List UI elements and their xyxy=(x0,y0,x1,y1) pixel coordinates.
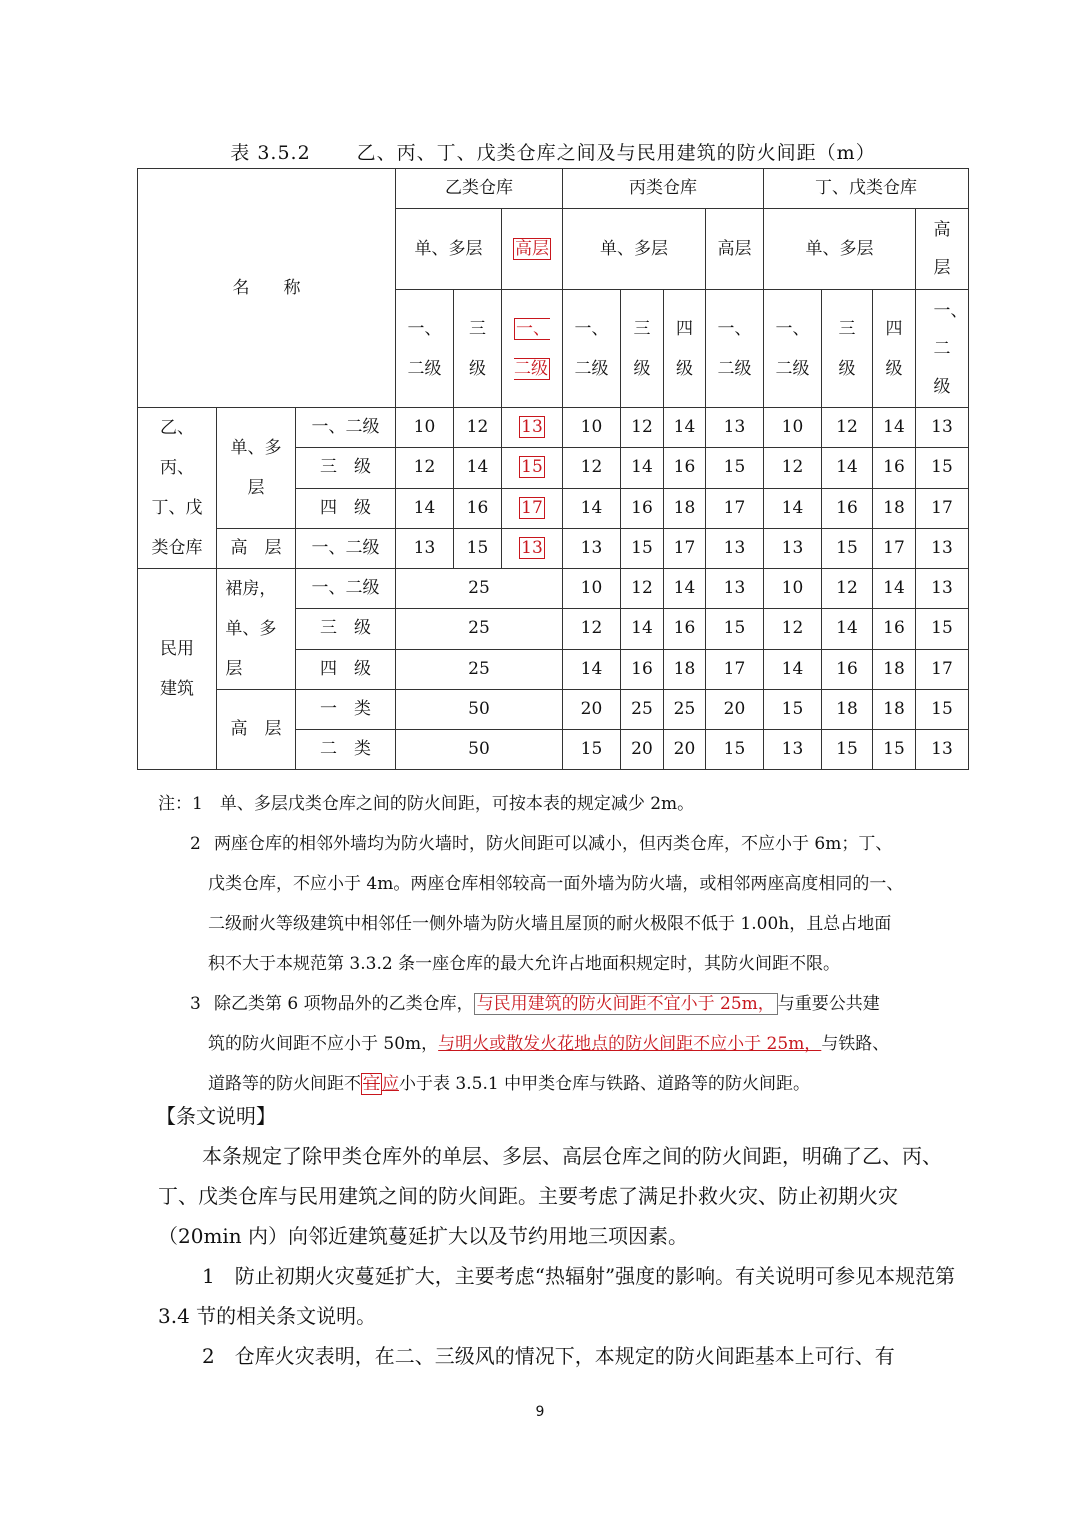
name-header-cell: 名 称 xyxy=(138,169,396,408)
cell-highlight: 13 xyxy=(502,528,563,568)
group-header: 乙类仓库 xyxy=(396,169,563,209)
cell: 15 xyxy=(706,609,764,649)
cell: 14 xyxy=(563,488,621,528)
cell: 10 xyxy=(396,408,454,448)
cell: 20 xyxy=(621,730,664,770)
row-grade: 四 级 xyxy=(296,488,396,528)
note-3-line: 道路等的防火间距不 宜 应小于表 3.5.1 中甲类仓库与铁路、道路等的防火间距。 xyxy=(208,1074,811,1094)
cell: 14 xyxy=(563,649,621,689)
cell: 14 xyxy=(873,569,916,609)
cell: 13 xyxy=(706,528,764,568)
cell: 16 xyxy=(664,609,706,649)
grade-header: 一、二级 xyxy=(764,290,822,408)
table-title: 乙、丙、丁、戊类仓库之间及与民用建筑的防火间距（m） xyxy=(356,142,876,164)
cell: 25 xyxy=(664,690,706,730)
cell: 16 xyxy=(664,448,706,488)
grade-header: 三级 xyxy=(621,290,664,408)
cell: 18 xyxy=(873,690,916,730)
cell: 17 xyxy=(916,488,969,528)
cell: 18 xyxy=(822,690,873,730)
cell: 12 xyxy=(563,448,621,488)
cell: 15 xyxy=(764,690,822,730)
fire-separation-table xyxy=(137,168,969,770)
cell: 14 xyxy=(664,569,706,609)
table-caption xyxy=(138,138,968,165)
cell: 25 xyxy=(396,609,563,649)
paragraph: 2 仓库火灾表明，在二、三级风的情况下，本规定的防火间距基本上可行、有 xyxy=(202,1344,895,1368)
note-2: 2 两座仓库的相邻外墙均为防火墙时，防火间距可以减小，但丙类仓库，不应小于 6m；丁、 xyxy=(190,834,893,854)
cell: 10 xyxy=(764,408,822,448)
cell: 17 xyxy=(873,528,916,568)
grade-header: 三级 xyxy=(454,290,502,408)
page-number: 9 xyxy=(535,1404,545,1420)
note-2-line: 积不大于本规范第 3.3.2 条一座仓库的最大允许占地面积规定时，其防火间距不限。 xyxy=(208,954,841,974)
cell: 15 xyxy=(563,730,621,770)
cell: 10 xyxy=(563,408,621,448)
cell: 16 xyxy=(873,609,916,649)
cell: 17 xyxy=(706,488,764,528)
row-grade: 一、二级 xyxy=(296,528,396,568)
cell: 14 xyxy=(396,488,454,528)
grade-header: 一、二级 xyxy=(563,290,621,408)
cell: 16 xyxy=(822,649,873,689)
grade-header: 一、二级 xyxy=(916,290,969,408)
row-grade: 一、二级 xyxy=(296,408,396,448)
cell: 50 xyxy=(396,690,563,730)
group-header: 丙类仓库 xyxy=(563,169,764,209)
cell: 12 xyxy=(764,448,822,488)
cell: 14 xyxy=(764,649,822,689)
cell: 20 xyxy=(563,690,621,730)
cell: 15 xyxy=(916,690,969,730)
cell: 17 xyxy=(916,649,969,689)
cell: 18 xyxy=(664,649,706,689)
row-sub-high: 高 层 xyxy=(217,690,296,770)
cell: 12 xyxy=(822,408,873,448)
row-sub-podium: 裙房，单、多层 xyxy=(217,569,296,690)
cell: 25 xyxy=(621,690,664,730)
cell: 15 xyxy=(822,528,873,568)
cell: 16 xyxy=(621,649,664,689)
cell: 13 xyxy=(764,528,822,568)
grade-header-highlight: 一、二级 xyxy=(502,290,563,408)
note-3-line: 筑的防火间距不应小于 50m，与明火或散发火花地点的防火间距不应小于 25m，与铁路、 xyxy=(208,1034,890,1054)
cell: 20 xyxy=(706,690,764,730)
note-3: 3 除乙类第 6 项物品外的乙类仓库， 与民用建筑的防火间距不宜小于 25m， 与重要公共建 xyxy=(190,994,880,1014)
cell: 14 xyxy=(822,448,873,488)
table-notes xyxy=(158,784,958,1104)
clause-explanation xyxy=(158,1096,958,1376)
note-2-line: 二级耐火等级建筑中相邻任一侧外墙为防火墙且屋顶的耐火极限不低于 1.00h，且总占地面 xyxy=(208,914,892,934)
cell: 14 xyxy=(664,408,706,448)
row-class: 一 类 xyxy=(296,690,396,730)
cell: 13 xyxy=(916,408,969,448)
table-row xyxy=(138,569,969,609)
section-title: 【条文说明】 xyxy=(156,1104,276,1128)
row-group-civil: 民用建筑 xyxy=(138,569,217,770)
cell: 12 xyxy=(621,408,664,448)
row-grade: 三 级 xyxy=(296,448,396,488)
cell: 18 xyxy=(873,488,916,528)
cell: 17 xyxy=(706,649,764,689)
grade-header: 一、二级 xyxy=(396,290,454,408)
grade-header: 三级 xyxy=(822,290,873,408)
paragraph: 本条规定了除甲类仓库外的单层、多层、高层仓库之间的防火间距，明确了乙、丙、丁、戊类仓库与民用建筑之间的防火间距。主要考虑了满足扑救火灾、防止初期火灾（20min 内）向邻近建筑蔓延扩大以及节约用地三项因素。 xyxy=(158,1144,942,1248)
cell: 12 xyxy=(621,569,664,609)
cell: 14 xyxy=(764,488,822,528)
grade-header: 四级 xyxy=(873,290,916,408)
row-class: 二 类 xyxy=(296,730,396,770)
cell: 13 xyxy=(916,730,969,770)
row-group-warehouse: 乙、丙、丁、戊类仓库 xyxy=(138,408,217,569)
cell: 15 xyxy=(621,528,664,568)
cell: 16 xyxy=(454,488,502,528)
row-grade: 四 级 xyxy=(296,649,396,689)
cell: 12 xyxy=(396,448,454,488)
cell: 10 xyxy=(764,569,822,609)
row-sub-single: 单、多层 xyxy=(217,408,296,529)
row-grade: 一、二级 xyxy=(296,569,396,609)
cell: 18 xyxy=(664,488,706,528)
cell: 12 xyxy=(822,569,873,609)
grade-header: 一、二级 xyxy=(706,290,764,408)
subheader-highlight: 高层 xyxy=(502,209,563,290)
cell: 13 xyxy=(764,730,822,770)
cell: 25 xyxy=(396,649,563,689)
cell: 14 xyxy=(822,609,873,649)
table-row xyxy=(138,408,969,448)
cell: 13 xyxy=(563,528,621,568)
cell: 15 xyxy=(822,730,873,770)
cell: 12 xyxy=(563,609,621,649)
cell: 13 xyxy=(916,528,969,568)
cell-highlight: 13 xyxy=(502,408,563,448)
paragraph: 1 防止初期火灾蔓延扩大，主要考虑“热辐射”强度的影响。有关说明可参见本规范第 3.4 节的相关条文说明。 xyxy=(158,1264,956,1328)
cell: 15 xyxy=(873,730,916,770)
note-1: 注：1 单、多层戊类仓库之间的防火间距，可按本表的规定减少 2m。 xyxy=(158,794,695,814)
cell: 13 xyxy=(706,408,764,448)
subheader-vertical: 高层 xyxy=(916,209,969,290)
cell-highlight: 15 xyxy=(502,448,563,488)
cell: 16 xyxy=(822,488,873,528)
subheader: 单、多层 xyxy=(396,209,502,290)
cell: 13 xyxy=(916,569,969,609)
subheader: 单、多层 xyxy=(563,209,706,290)
row-grade: 三 级 xyxy=(296,609,396,649)
cell: 50 xyxy=(396,730,563,770)
cell: 15 xyxy=(916,448,969,488)
cell: 12 xyxy=(764,609,822,649)
cell: 14 xyxy=(621,448,664,488)
cell-highlight: 17 xyxy=(502,488,563,528)
table-row xyxy=(138,528,969,568)
table-number: 表 3.5.2 xyxy=(230,142,311,164)
subheader: 单、多层 xyxy=(764,209,916,290)
cell: 15 xyxy=(454,528,502,568)
cell: 25 xyxy=(396,569,563,609)
cell: 16 xyxy=(873,448,916,488)
row-sub-high: 高 层 xyxy=(217,528,296,568)
cell: 15 xyxy=(916,609,969,649)
cell: 14 xyxy=(454,448,502,488)
cell: 15 xyxy=(706,730,764,770)
group-header: 丁、戊类仓库 xyxy=(764,169,969,209)
cell: 14 xyxy=(621,609,664,649)
cell: 14 xyxy=(873,408,916,448)
note-2-line: 戊类仓库，不应小于 4m。两座仓库相邻较高一面外墙为防火墙，或相邻两座高度相同的一、 xyxy=(208,874,904,894)
cell: 15 xyxy=(706,448,764,488)
cell: 10 xyxy=(563,569,621,609)
subheader: 高层 xyxy=(706,209,764,290)
cell: 13 xyxy=(396,528,454,568)
grade-header: 四级 xyxy=(664,290,706,408)
cell: 18 xyxy=(873,649,916,689)
cell: 20 xyxy=(664,730,706,770)
cell: 17 xyxy=(664,528,706,568)
cell: 12 xyxy=(454,408,502,448)
cell: 16 xyxy=(621,488,664,528)
table-row xyxy=(138,690,969,730)
cell: 13 xyxy=(706,569,764,609)
